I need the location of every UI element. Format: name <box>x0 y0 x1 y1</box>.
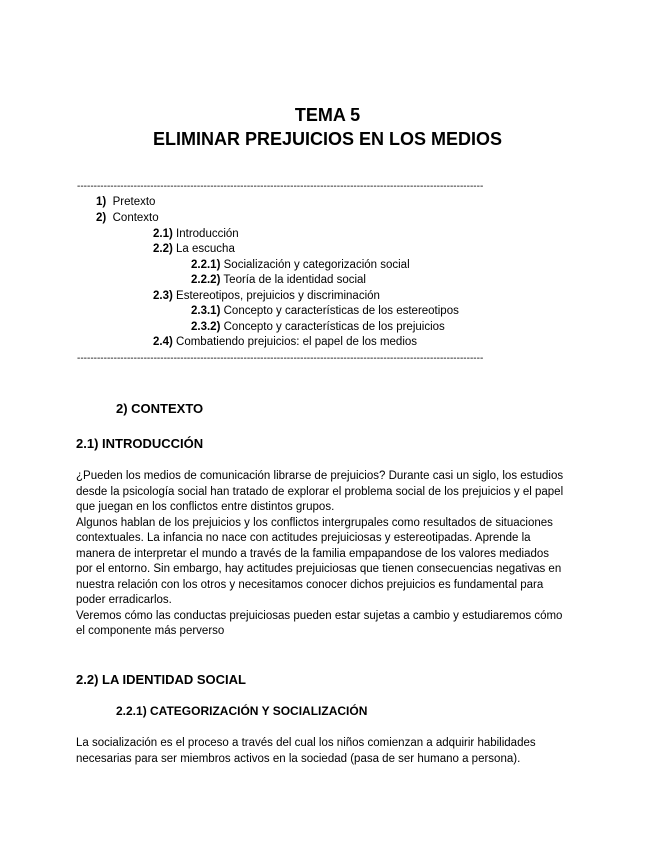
toc-item-number: 2.3) <box>153 290 173 302</box>
paragraph-line: que juegan en los conflictos entre distintos grupos. <box>76 501 335 513</box>
toc-item-text: La escucha <box>176 243 235 255</box>
separator-bottom: -------------------------------------------------------------------------------------------------------------------------- <box>77 353 484 364</box>
paragraph-line: contextuales. La infancia no nace con actitudes prejuiciosas y estereotipadas. Aprende la <box>76 532 531 544</box>
paragraph-line: ¿Pueden los medios de comunicación librarse de prejuicios? Durante casi un siglo, los estudios <box>76 470 564 482</box>
toc-item <box>191 304 459 319</box>
paragraph-line: por el entorno. Sin embargo, hay actitudes prejuiciosas que tienen consecuencias negativas en <box>76 563 562 575</box>
section-heading-identidad-social: 2.2) LA IDENTIDAD SOCIAL <box>76 672 246 687</box>
toc-item-number: 2.2) <box>153 243 173 255</box>
paragraph-line: nuestra relación con los otros y necesitamos conocer dichos prejuicios es fundamental para <box>76 578 544 591</box>
toc-item-text: Concepto y características de los estereotipos <box>223 305 459 317</box>
subsection-heading-categorizacion: 2.2.1) CATEGORIZACIÓN Y SOCIALIZACIÓN <box>116 704 368 718</box>
paragraph-line: desde la psicología social han tratado de explorar el problema social de los prejuicios y el papel <box>76 485 564 498</box>
paragraph-line: Algunos hablan de los prejuicios y los conflictos intergrupales como resultados de situaciones <box>76 516 553 529</box>
paragraph-line: el componente más perverso <box>76 625 225 637</box>
toc-item-text: Teoría de la identidad social <box>223 274 366 286</box>
toc-item <box>96 195 155 210</box>
toc-item-number: 2) <box>96 212 107 224</box>
toc-item-number: 2.2.2) <box>191 274 221 286</box>
paragraph-line: necesarias para ser miembros activos en la sociedad (pasa de ser humano a persona). <box>76 752 521 765</box>
title-line-1: TEMA 5 <box>294 105 361 125</box>
toc-item <box>153 227 239 242</box>
section-heading-contexto: 2) CONTEXTO <box>116 401 204 416</box>
toc-item-number: 2.2.1) <box>191 259 221 271</box>
toc-item <box>153 289 380 304</box>
toc-item-text: Estereotipos, prejuicios y discriminación <box>176 290 380 302</box>
toc-item-number: 1) <box>96 196 107 208</box>
toc-item-text: Introducción <box>176 228 239 240</box>
socializacion-paragraph <box>76 736 596 767</box>
toc-item <box>191 273 366 288</box>
toc-item-text: Socialización y categorización social <box>223 259 410 271</box>
toc-item-number: 2.3.1) <box>191 305 221 317</box>
title-line-2: ELIMINAR PREJUICIOS EN LOS MEDIOS <box>152 129 503 149</box>
toc-item <box>153 242 235 257</box>
paragraph-line: Veremos cómo las conductas prejuiciosas pueden estar sujetas a cambio y estudiaremos cómo <box>76 609 563 622</box>
paragraph-line: manera de interpretar el mundo a través de la familia empapandose de los valores mediados <box>76 547 550 560</box>
paragraph-line: poder erradicarlos. <box>76 594 172 606</box>
toc-item-number: 2.4) <box>153 336 173 348</box>
toc-item-text: Combatiendo prejuicios: el papel de los medios <box>176 336 418 348</box>
intro-paragraph <box>76 469 596 640</box>
toc-item-number: 2.1) <box>153 228 173 240</box>
paragraph-line: La socialización es el proceso a través del cual los niños comienzan a adquirir habilidades <box>76 737 536 749</box>
toc-item-number: 2.3.2) <box>191 321 221 333</box>
toc-item <box>153 335 417 350</box>
toc-item-text: Concepto y características de los prejuicios <box>223 321 445 333</box>
toc-item-text: Pretexto <box>112 196 156 208</box>
toc-item <box>191 258 410 273</box>
separator-top: -------------------------------------------------------------------------------------------------------------------------- <box>77 181 484 192</box>
toc-item <box>191 320 445 335</box>
toc-item <box>96 211 159 226</box>
toc-item-text: Contexto <box>112 212 159 224</box>
section-heading-introduccion: 2.1) INTRODUCCIÓN <box>76 436 204 451</box>
